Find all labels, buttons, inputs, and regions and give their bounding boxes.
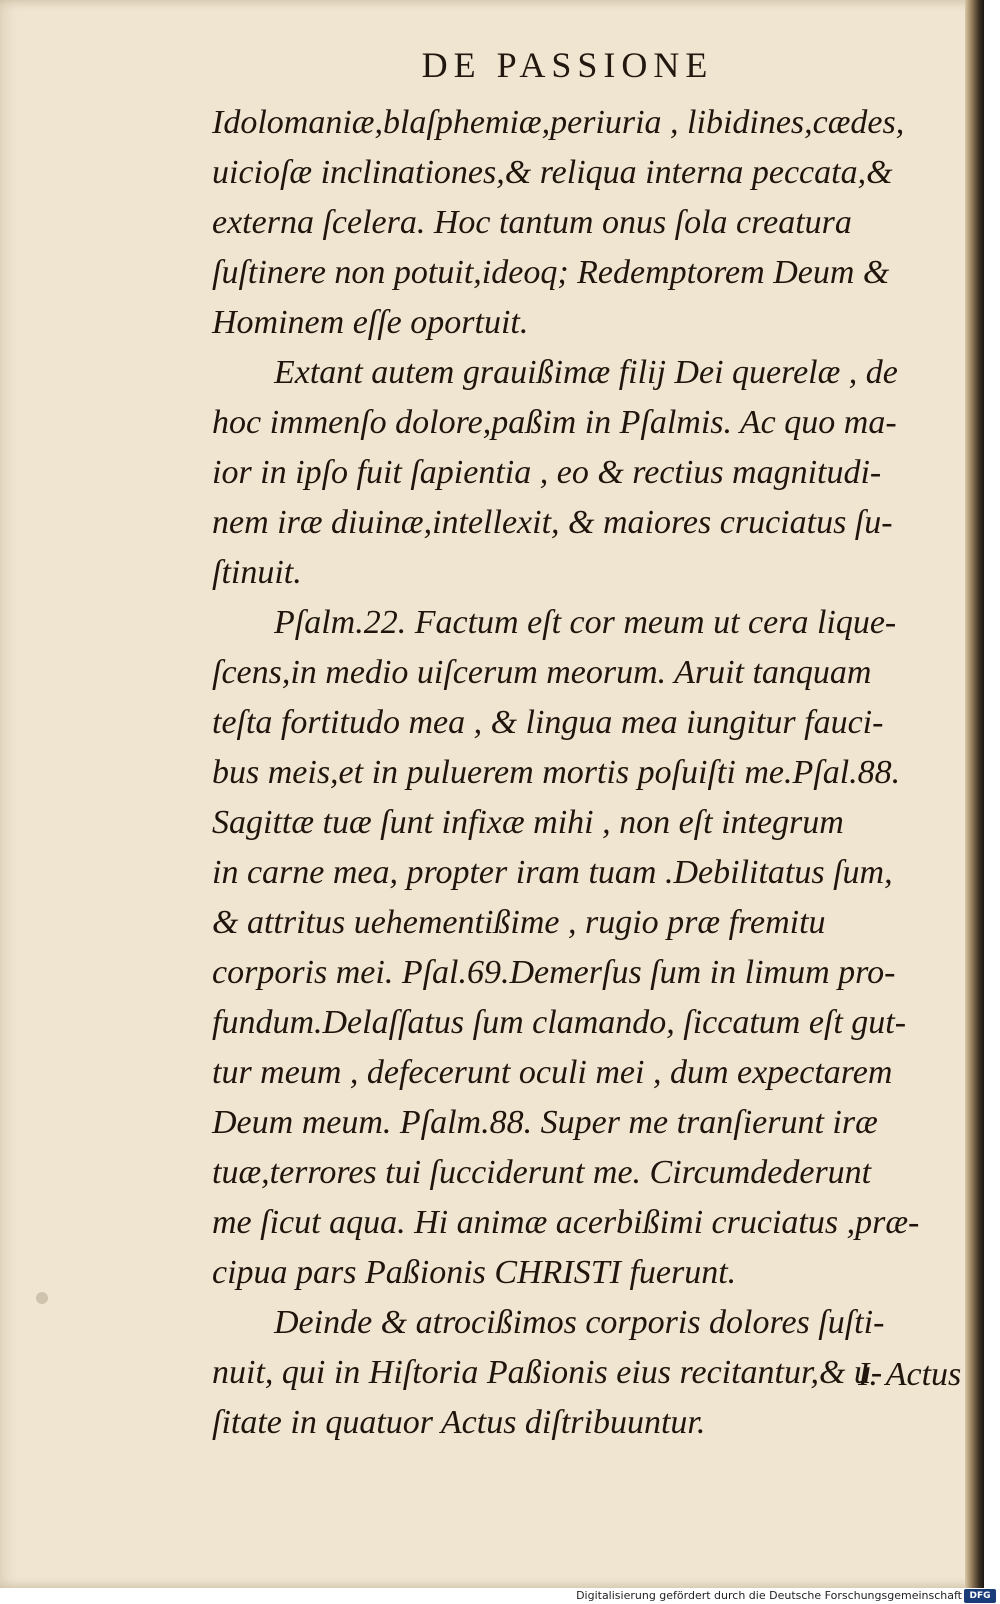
- paper-spot: [36, 1292, 48, 1304]
- text-line: uicioſæ inclinationes,& reliqua interna peccata,&: [212, 154, 893, 191]
- text-line: ſitate in quatuor Actus diſtribuuntur.: [212, 1404, 706, 1441]
- text-line: Pſalm.22. Factum eſt cor meum ut cera lique-: [274, 604, 897, 641]
- text-line: corporis mei. Pſal.69.Demerſus ſum in limum pro-: [212, 954, 896, 991]
- text-line: Deum meum. Pſalm.88. Super me tranſierunt iræ: [212, 1104, 878, 1141]
- text-line: me ſicut aqua. Hi animæ acerbißimi cruciatus ,præ-: [212, 1204, 920, 1241]
- text-line: Idolomaniæ,blaſphemiæ,periuria , libidines,cædes,: [212, 104, 905, 141]
- text-line: Extant autem grauißimæ filij Dei querelæ , de: [274, 354, 898, 391]
- text-line: bus meis,et in puluerem mortis poſuiſti me.Pſal.88.: [212, 754, 901, 791]
- text-line: in carne mea, propter iram tuam .Debilitatus ſum,: [212, 854, 893, 891]
- text-line: hoc immenſo dolore,paßim in Pſalmis. Ac quo ma-: [212, 404, 897, 441]
- text-line: ſtinuit.: [212, 554, 302, 591]
- text-line: tur meum , defecerunt oculi mei , dum expectarem: [212, 1054, 893, 1091]
- text-line: Hominem eſſe oportuit.: [212, 304, 529, 341]
- text-line: Deinde & atrocißimos corporis dolores ſuſti-: [274, 1304, 885, 1341]
- text-line: & attritus uehementißime , rugio præ fremitu: [212, 904, 826, 941]
- text-line: teſta fortitudo mea , & lingua mea iungitur fauci-: [212, 704, 884, 741]
- footer-bar: [0, 1588, 1000, 1604]
- dfg-logo-icon: DFG: [964, 1589, 996, 1603]
- funding-credit: Digitalisierung gefördert durch die Deutsche Forschungsgemeinschaft: [576, 1589, 962, 1602]
- text-line: nuit, qui in Hiſtoria Paßionis eius recitantur,& u-: [212, 1354, 883, 1391]
- text-line: ior in ipſo fuit ſapientia , eo & rectius magnitudi-: [212, 454, 882, 491]
- running-title: DE PASSIONE: [421, 45, 714, 85]
- text-line: externa ſcelera. Hoc tantum onus ſola creatura: [212, 204, 852, 241]
- text-line: ſcens,in medio uiſcerum meorum. Aruit tanquam: [212, 654, 872, 691]
- text-line: Sagittæ tuæ ſunt infixæ mihi , non eſt integrum: [212, 804, 844, 841]
- text-line: nem iræ diuinæ,intellexit, & maiores cruciatus ſu-: [212, 504, 893, 541]
- text-line: ſuſtinere non potuit,ideoq; Redemptorem Deum &: [212, 254, 890, 291]
- text-line: tuæ,terrores tui ſucciderunt me. Circumdederunt: [212, 1154, 872, 1191]
- page-body-text: [212, 98, 972, 1448]
- text-line: fundum.Delaſſatus ſum clamando, ſiccatum eſt gut-: [212, 1004, 907, 1041]
- catchword: I. Actus: [858, 1356, 962, 1393]
- text-line: cipua pars Paßionis CHRISTI fuerunt.: [212, 1254, 737, 1291]
